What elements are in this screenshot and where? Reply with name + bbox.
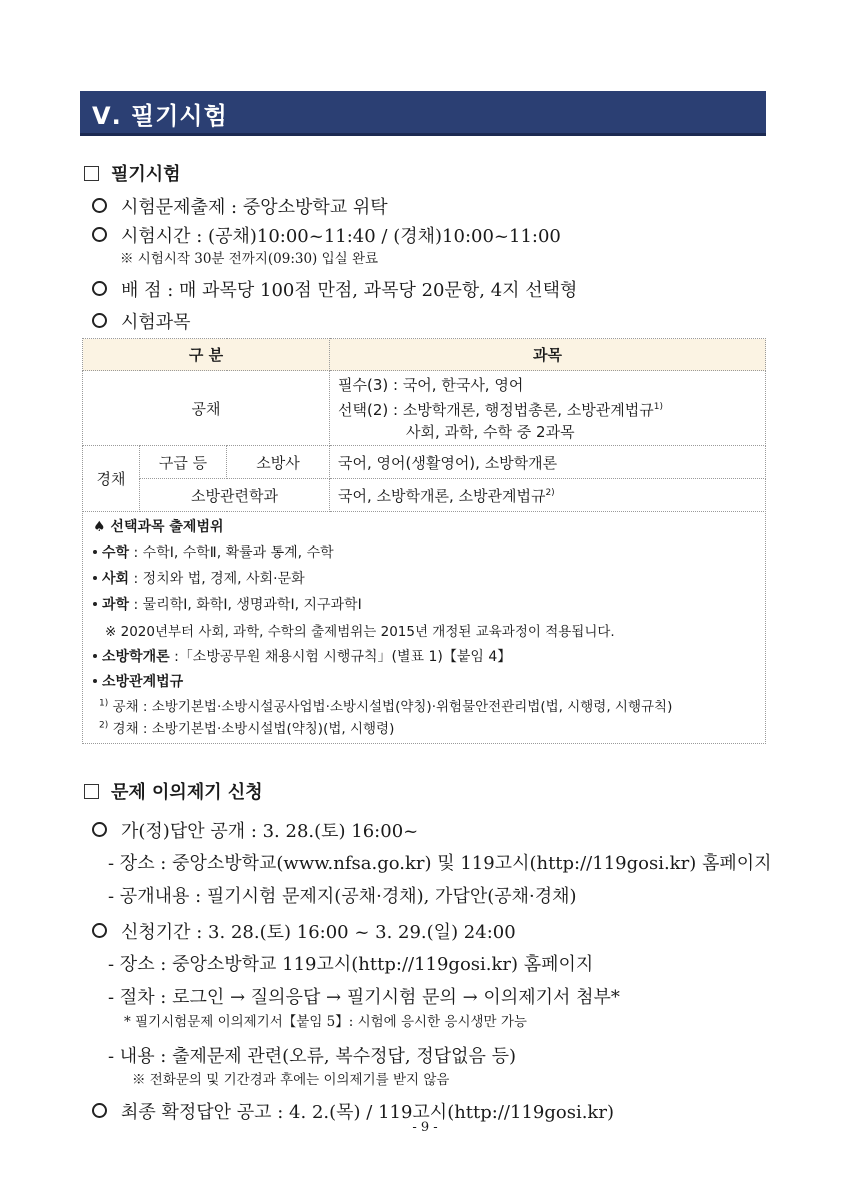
circle-bullet-icon <box>92 313 107 328</box>
item-application-content: - 내용 : 출제문제 관련(오류, 복수정답, 정답없음 등) <box>108 1046 517 1067</box>
scope-science: 과학 : 물리학Ⅰ, 화학Ⅰ, 생명과학Ⅰ, 지구과학Ⅰ <box>93 594 362 614</box>
scope-law-gyeongchae: $^{2)}$ 경채 : 소방기본법·소방시설법(약칭)(법, 시행령) <box>99 720 395 737</box>
page-number: - 9 - <box>412 1120 438 1135</box>
cell-emt-subjects: 국어, 영어(생활영어), 소방학개론 <box>330 446 766 479</box>
circle-bullet-icon <box>92 198 107 213</box>
scope-law: 소방관계법규 <box>93 671 183 691</box>
item-answers-content: - 공개내용 : 필기시험 문제지(공채·경채), 가답안(공채·경채) <box>108 886 577 907</box>
row-label-gyeongchae: 경채 <box>83 446 140 512</box>
scope-note: ※ 2020년부터 사회, 과학, 수학의 출제범위는 2015년 개정된 교육과정이 적용됩니다. <box>105 624 615 640</box>
table-header-row <box>83 339 766 371</box>
table-row <box>83 371 766 446</box>
subjects-table <box>82 338 766 512</box>
item-answers-place: - 장소 : 중앙소방학교(www.nfsa.go.kr) 및 119고시(http://119gosi.kr) 홈페이지 <box>108 853 772 874</box>
table-header-subjects: 과목 <box>330 339 766 371</box>
scope-social: 사회 : 정치와 법, 경제, 사회·문화 <box>93 568 305 588</box>
scope-law-gongchae: $^{1)}$ 공채 : 소방기본법·소방시설공사업법·소방시설법(약칭)·위험물안전관리법(법, 시행령, 시행규칙) <box>99 698 673 715</box>
square-bullet-icon <box>84 166 99 181</box>
scope-title: ♠ 선택과목 출제범위 <box>93 519 224 535</box>
elective-scope-box <box>82 511 766 744</box>
chapter-title: Ⅴ. 필기시험 <box>92 102 228 130</box>
item-exam-subjects: 시험과목 <box>92 308 191 334</box>
table-row <box>83 446 766 479</box>
cell-fire-major: 소방관련학과 <box>140 479 330 512</box>
item-application-procedure: - 절차 : 로그인 → 질의응답 → 필기시험 문의 → 이의제기서 첨부* <box>108 987 620 1008</box>
circle-bullet-icon <box>92 1103 107 1118</box>
gongchae-subjects: 필수(3) : 국어, 한국사, 영어 선택(2) : 소방학개론, 행정법총론, 소방관계법규$^{1)}$ 사회, 과학, 수학 중 2과목 <box>330 371 766 446</box>
dot-bullet-icon <box>93 576 97 580</box>
section-heading-objection: 문제 이의제기 신청 <box>84 778 263 804</box>
note-entry-time: ※ 시험시작 30분 전까지(09:30) 입실 완료 <box>120 251 379 267</box>
item-final-answers: 최종 확정답안 공고 : 4. 2.(목) / 119고시(http://119gosi.kr) <box>92 1098 614 1124</box>
table-row <box>83 479 766 512</box>
circle-bullet-icon <box>92 923 107 938</box>
chapter-title-bar <box>80 91 766 136</box>
dot-bullet-icon <box>93 679 97 683</box>
item-scoring: 배 점 : 매 과목당 100점 만점, 과목당 20문항, 4지 선택형 <box>92 276 577 302</box>
dot-bullet-icon <box>93 550 97 554</box>
scope-math: 수학 : 수학Ⅰ, 수학Ⅱ, 확률과 통계, 수학 <box>93 542 334 562</box>
cell-emt: 구급 등 <box>140 446 227 479</box>
item-application-period: 신청기간 : 3. 28.(토) 16:00 ~ 3. 29.(일) 24:00 <box>92 918 516 944</box>
item-tentative-answers: 가(정)답안 공개 : 3. 28.(토) 16:00~ <box>92 817 418 843</box>
square-bullet-icon <box>84 784 99 799</box>
table-header-category: 구 분 <box>83 339 330 371</box>
dot-bullet-icon <box>93 654 97 658</box>
circle-bullet-icon <box>92 227 107 242</box>
item-exam-setter: 시험문제출제 : 중앙소방학교 위탁 <box>92 193 388 219</box>
cell-fire-major-subjects: 국어, 소방학개론, 소방관계법규$^{2)}$ <box>330 479 766 512</box>
scope-fire: 소방학개론 :「소방공무원 채용시험 시행규칙」(별표 1)【붙임 4】 <box>93 646 511 666</box>
note-no-phone: ※ 전화문의 및 기간경과 후에는 이의제기를 받지 않음 <box>132 1072 450 1088</box>
row-label-gongchae: 공채 <box>83 371 330 446</box>
cell-rank: 소방사 <box>227 446 330 479</box>
circle-bullet-icon <box>92 822 107 837</box>
section-heading-written-exam: 필기시험 <box>84 160 181 186</box>
item-application-place: - 장소 : 중앙소방학교 119고시(http://119gosi.kr) 홈페이지 <box>108 954 594 975</box>
circle-bullet-icon <box>92 281 107 296</box>
item-exam-time: 시험시간 : (공채)10:00~11:40 / (경채)10:00~11:00 <box>92 222 561 248</box>
dot-bullet-icon <box>93 602 97 606</box>
note-application-form: * 필기시험문제 이의제기서【붙임 5】: 시험에 응시한 응시생만 가능 <box>124 1014 527 1030</box>
